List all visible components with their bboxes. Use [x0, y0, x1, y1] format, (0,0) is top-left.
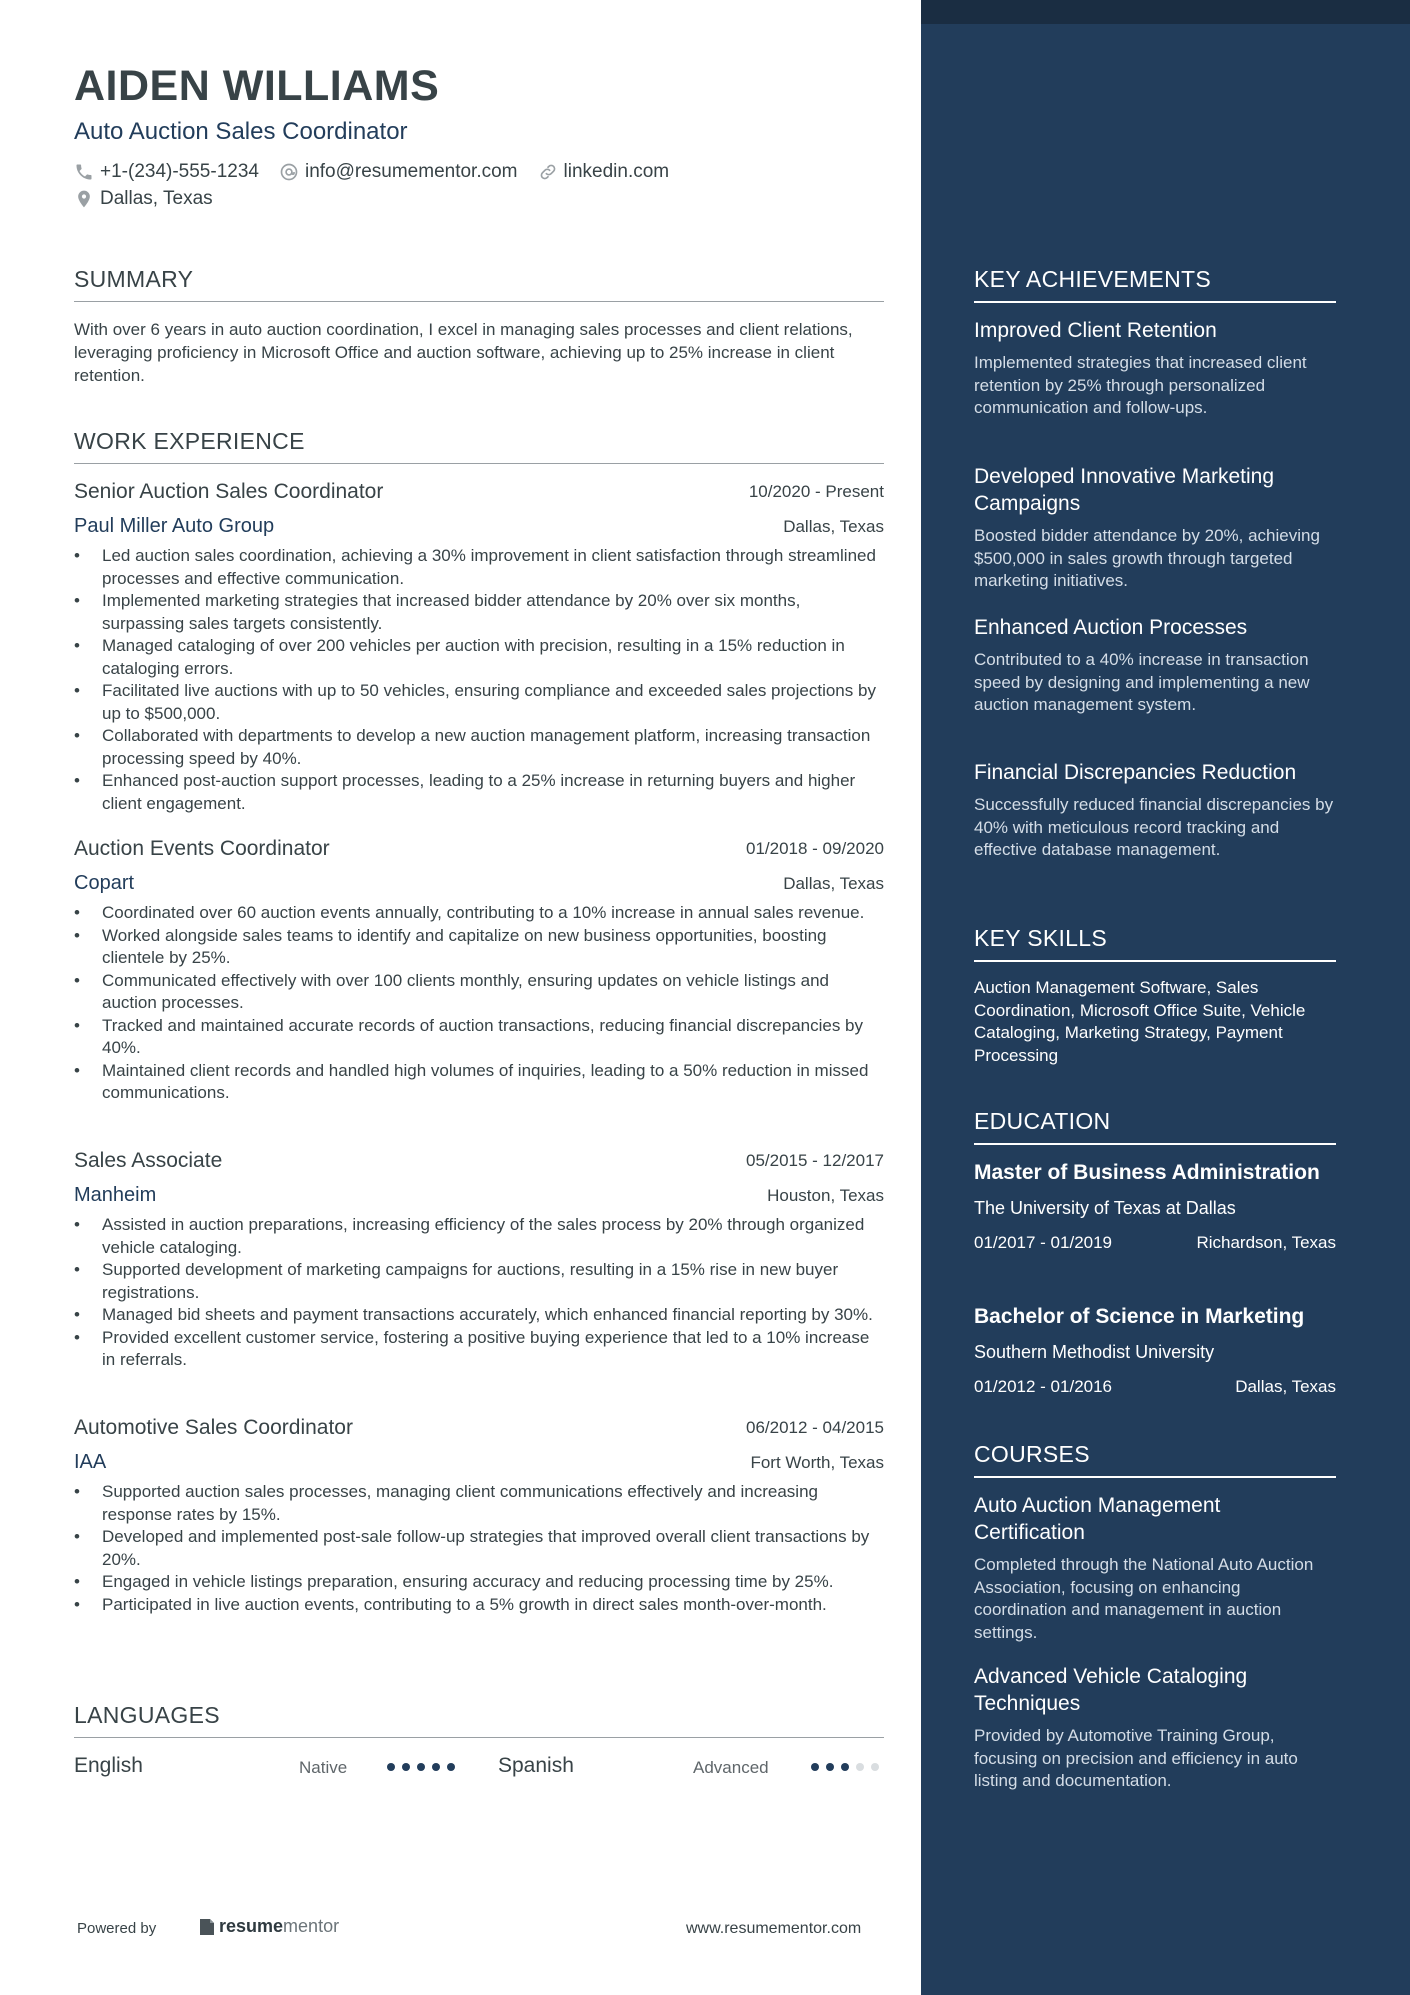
- language-item: [74, 1754, 348, 1778]
- language-level: Advanced: [693, 1758, 769, 1777]
- contact-linkedin[interactable]: [538, 161, 670, 183]
- section-divider: [74, 1737, 884, 1738]
- education-heading-text: EDUCATION: [974, 1108, 1111, 1134]
- skills-heading-text: KEY SKILLS: [974, 925, 1107, 951]
- contact-location: [74, 188, 213, 210]
- proficiency-dot-filled: [417, 1763, 425, 1771]
- job-bullet: • Managed bid sheets and payment transactions accurately, which enhanced financial reporting by 30%.: [74, 1304, 884, 1327]
- phone-icon: [74, 162, 94, 182]
- achievements-heading-text: KEY ACHIEVEMENTS: [974, 266, 1212, 292]
- language-dots: [811, 1763, 886, 1771]
- job-bullet: • Developed and implemented post-sale follow-up strategies that improved overall client transactions by 20%.: [74, 1526, 884, 1571]
- job-bullet: • Assisted in auction preparations, increasing efficiency of the sales process by 20% through organized vehicle cataloging.: [74, 1214, 884, 1259]
- education-dates: 01/2017 - 01/2019: [974, 1233, 1113, 1252]
- proficiency-dot-filled: [811, 1763, 819, 1771]
- course-title: Advanced Vehicle Cataloging Techniques: [974, 1665, 1248, 1715]
- education-degree: Bachelor of Science in Marketing: [974, 1305, 1305, 1328]
- proficiency-dot-filled: [402, 1763, 410, 1771]
- email-text: info@resumementor.com: [304, 161, 518, 182]
- achievement-item: [974, 463, 1336, 593]
- achievement-desc: Implemented strategies that increased client retention by 25% through personalized communication and follow-ups.: [974, 353, 1307, 417]
- job-bullet: • Facilitated live auctions with up to 50 vehicles, ensuring compliance and exceeded sales projections by up to $500,000.: [74, 680, 884, 725]
- footer-logo[interactable]: [198, 1916, 339, 1937]
- contact-row: [74, 161, 689, 183]
- job-bullets: [74, 902, 884, 1105]
- linkedin-text: linkedin.com: [563, 161, 670, 182]
- achievement-item: [974, 614, 1336, 717]
- language-name: Spanish: [498, 1754, 574, 1777]
- location-pin-icon: [74, 189, 94, 209]
- job-bullet: • Communicated effectively with over 100 clients monthly, ensuring updates on vehicle listings and auction processes.: [74, 970, 884, 1015]
- education-location: Richardson, Texas: [1196, 1233, 1336, 1252]
- section-divider: [74, 463, 884, 464]
- language-level: Native: [299, 1758, 348, 1777]
- candidate-name: AIDEN WILLIAMS: [74, 62, 440, 110]
- section-divider: [974, 960, 1336, 962]
- experience-heading-text: WORK EXPERIENCE: [74, 428, 305, 454]
- education-meta: [974, 1233, 1336, 1255]
- job-bullets: [74, 545, 884, 815]
- job-bullet: • Worked alongside sales teams to identify and capitalize on new business opportunities, boosting clientele by 25%.: [74, 925, 884, 970]
- job-company: Manheim: [74, 1184, 157, 1206]
- job-bullet: • Coordinated over 60 auction events annually, contributing to a 10% increase in annual sales revenue.: [74, 902, 884, 925]
- education-school: Southern Methodist University: [974, 1342, 1215, 1362]
- job-bullet: • Collaborated with departments to develop a new auction management platform, increasing transaction processing speed by 40%.: [74, 725, 884, 770]
- link-icon: [538, 162, 558, 182]
- proficiency-dot-empty: [856, 1763, 864, 1771]
- languages-heading: [74, 1702, 884, 1729]
- section-divider: [974, 301, 1336, 303]
- proficiency-dot-filled: [447, 1763, 455, 1771]
- education-location: Dallas, Texas: [1235, 1377, 1336, 1396]
- footer-powered-by: Powered by: [77, 1920, 157, 1937]
- resumementor-logo-icon: [198, 1917, 216, 1937]
- job-dates: 01/2018 - 09/2020: [745, 839, 884, 858]
- contact-phone[interactable]: [74, 161, 259, 183]
- job-dates: 05/2015 - 12/2017: [745, 1151, 884, 1170]
- achievement-title: Improved Client Retention: [974, 319, 1217, 342]
- job-title: Sales Associate: [74, 1149, 223, 1172]
- language-item: [498, 1754, 769, 1778]
- at-sign-icon: [279, 162, 299, 182]
- achievement-title: Developed Innovative Marketing Campaigns: [974, 465, 1275, 515]
- job-bullet: • Engaged in vehicle listings preparation, ensuring accuracy and reducing processing time by 25%.: [74, 1571, 884, 1594]
- education-dates: 01/2012 - 01/2016: [974, 1377, 1113, 1396]
- job-location: Dallas, Texas: [783, 874, 884, 893]
- sidebar-top-bar: [921, 0, 1410, 24]
- courses-heading-text: COURSES: [974, 1441, 1090, 1467]
- course-desc: Completed through the National Auto Auction Association, focusing on enhancing coordination and management in auction settings.: [974, 1555, 1314, 1642]
- achievement-desc: Boosted bidder attendance by 20%, achieving $500,000 in sales growth through targeted marketing initiatives.: [974, 526, 1320, 590]
- summary-text: With over 6 years in auto auction coordination, I excel in managing sales processes and client relations, leveraging proficiency in Microsoft Office and auction software, achieving up to 25% increase in client retention.: [74, 320, 853, 385]
- candidate-title: Auto Auction Sales Coordinator: [74, 118, 408, 145]
- education-meta: [974, 1377, 1336, 1399]
- summary-heading: [74, 266, 884, 293]
- skills-heading: [974, 925, 1336, 952]
- proficiency-dot-filled: [387, 1763, 395, 1771]
- achievement-desc: Successfully reduced financial discrepancies by 40% with meticulous record tracking and effective database management.: [974, 795, 1334, 859]
- job-dates: 06/2012 - 04/2015: [745, 1418, 884, 1437]
- job-bullet: • Provided excellent customer service, fostering a positive buying experience that led to a 10% increase in referrals.: [74, 1327, 884, 1372]
- logo-text-bold: resume: [219, 1916, 284, 1936]
- language-name: English: [74, 1754, 143, 1777]
- course-item: [974, 1492, 1336, 1644]
- job-title: Auction Events Coordinator: [74, 837, 330, 860]
- course-desc: Provided by Automotive Training Group, focusing on precision and efficiency in auto listing and documentation.: [974, 1726, 1298, 1790]
- section-divider: [74, 301, 884, 302]
- job-bullet: • Supported development of marketing campaigns for auctions, resulting in a 15% rise in new buyer registrations.: [74, 1259, 884, 1304]
- courses-heading: [974, 1441, 1336, 1468]
- job-location: Houston, Texas: [767, 1186, 884, 1205]
- achievement-title: Financial Discrepancies Reduction: [974, 761, 1297, 784]
- proficiency-dot-empty: [871, 1763, 879, 1771]
- education-heading: [974, 1108, 1336, 1135]
- location-text: Dallas, Texas: [100, 188, 213, 209]
- job-location: Dallas, Texas: [783, 517, 884, 536]
- summary-heading-text: SUMMARY: [74, 266, 194, 292]
- education-degree: Master of Business Administration: [974, 1161, 1320, 1184]
- job-bullet: • Enhanced post-auction support processes, leading to a 25% increase in returning buyers and higher client engagement.: [74, 770, 884, 815]
- contact-email[interactable]: [279, 161, 518, 183]
- job-bullets: [74, 1481, 884, 1616]
- education-school: The University of Texas at Dallas: [974, 1198, 1236, 1218]
- experience-heading: [74, 428, 884, 455]
- job-title: Senior Auction Sales Coordinator: [74, 480, 384, 503]
- job-company: IAA: [74, 1451, 107, 1473]
- achievement-desc: Contributed to a 40% increase in transaction speed by designing and implementing a new auction management system.: [974, 650, 1310, 714]
- job-bullet: • Led auction sales coordination, achieving a 30% improvement in client satisfaction through streamlined processes and effective communication.: [74, 545, 884, 590]
- proficiency-dot-filled: [432, 1763, 440, 1771]
- languages-heading-text: LANGUAGES: [74, 1702, 220, 1728]
- logo-text-light: mentor: [283, 1916, 340, 1936]
- course-title: Auto Auction Management Certification: [974, 1494, 1221, 1544]
- job-bullet: • Tracked and maintained accurate records of auction transactions, reducing financial discrepancies by 40%.: [74, 1015, 884, 1060]
- achievement-title: Enhanced Auction Processes: [974, 616, 1248, 639]
- job-bullet: • Managed cataloging of over 200 vehicles per auction with precision, resulting in a 15% reduction in cataloging errors.: [74, 635, 884, 680]
- footer-url[interactable]: www.resumementor.com: [686, 1920, 862, 1937]
- language-dots: [387, 1763, 462, 1771]
- section-divider: [974, 1476, 1336, 1478]
- job-bullet: • Implemented marketing strategies that increased bidder attendance by 20% over six months, surpassing sales targets consistently.: [74, 590, 884, 635]
- job-bullets: [74, 1214, 884, 1372]
- achievements-heading: [974, 266, 1336, 293]
- job-company: Paul Miller Auto Group: [74, 515, 275, 537]
- job-location: Fort Worth, Texas: [750, 1453, 884, 1472]
- course-item: [974, 1663, 1336, 1793]
- job-company: Copart: [74, 872, 135, 894]
- job-dates: 10/2020 - Present: [748, 482, 884, 501]
- proficiency-dot-filled: [826, 1763, 834, 1771]
- proficiency-dot-filled: [841, 1763, 849, 1771]
- job-title: Automotive Sales Coordinator: [74, 1416, 353, 1439]
- skills-text: Auction Management Software, Sales Coordination, Microsoft Office Suite, Vehicle Cataloging, Marketing Strategy, Payment Processing: [974, 978, 1306, 1065]
- achievement-item: [974, 759, 1336, 862]
- job-bullet: • Supported auction sales processes, managing client communications effectively and increasing response rates by 15%.: [74, 1481, 884, 1526]
- phone-text: +1-(234)-555-1234: [100, 161, 259, 182]
- job-bullet: • Participated in live auction events, contributing to a 5% growth in direct sales month-over-month.: [74, 1594, 884, 1617]
- section-divider: [974, 1143, 1336, 1145]
- achievement-item: [974, 317, 1336, 420]
- education-item: [974, 1303, 1336, 1399]
- job-bullet: • Maintained client records and handled high volumes of inquiries, leading to a 50% reduction in missed communications.: [74, 1060, 884, 1105]
- contact-row-2: [74, 188, 233, 210]
- education-item: [974, 1159, 1336, 1255]
